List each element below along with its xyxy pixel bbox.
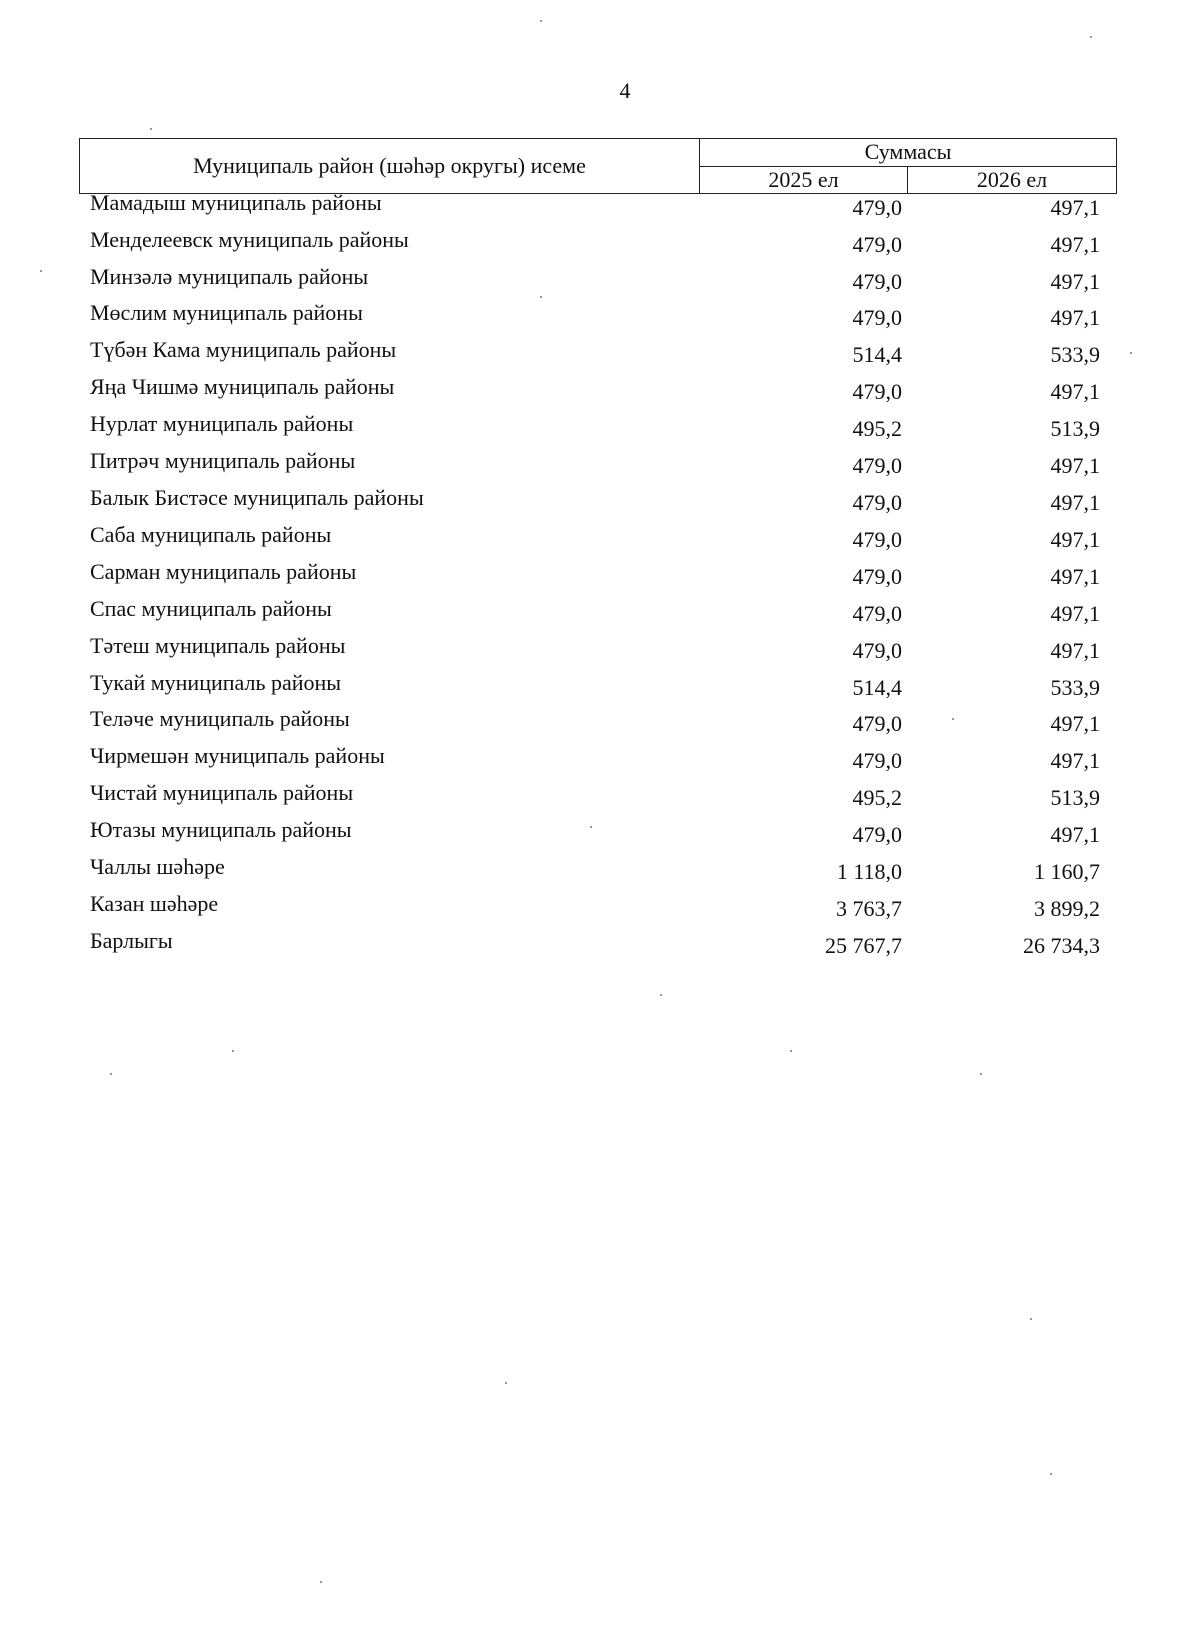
row-value-2026: 497,1 [1050, 269, 1100, 294]
header-name-column: Муниципаль район (шәһәр округы) исеме [80, 139, 700, 194]
row-name: Тәтеш муниципаль районы [90, 633, 346, 658]
row-value-2025: 479,0 [852, 195, 902, 220]
row-name: Түбән Кама муниципаль районы [90, 337, 397, 362]
row-value-2026: 3 899,2 [1034, 896, 1100, 921]
row-value-2025: 479,0 [852, 822, 902, 847]
row-value-2025: 479,0 [852, 453, 902, 478]
table-row [0, 672, 1200, 708]
row-name: Нурлат муниципаль районы [90, 411, 354, 436]
scan-speck [505, 1382, 507, 1384]
table-row [0, 561, 1200, 597]
scan-speck [952, 718, 954, 720]
header-year-2026: 2026 ел [908, 166, 1117, 194]
row-name: Чирмешән муниципаль районы [90, 743, 385, 768]
scan-speck [790, 1050, 792, 1052]
row-value-2025: 3 763,7 [836, 896, 902, 921]
row-value-2026: 497,1 [1050, 490, 1100, 515]
row-name: Спас муниципаль районы [90, 596, 332, 621]
row-value-2025: 479,0 [852, 490, 902, 515]
table-row [0, 339, 1200, 375]
table-header [79, 138, 1117, 194]
row-value-2026: 497,1 [1050, 748, 1100, 773]
row-value-2025: 1 118,0 [836, 859, 902, 884]
scan-speck [150, 128, 152, 130]
row-value-2026: 497,1 [1050, 305, 1100, 330]
row-value-2026: 533,9 [1050, 342, 1100, 367]
scan-speck [40, 270, 42, 272]
page-number: 4 [619, 78, 631, 103]
table-row [0, 266, 1200, 302]
row-value-2026: 497,1 [1050, 527, 1100, 552]
table-row [0, 708, 1200, 744]
row-value-2025: 479,0 [852, 638, 902, 663]
row-value-2026: 513,9 [1050, 785, 1100, 810]
row-name: Чаллы шәһәре [90, 854, 225, 879]
row-value-2025: 495,2 [852, 416, 902, 441]
row-value-2026: 497,1 [1050, 195, 1100, 220]
scan-speck [110, 1073, 112, 1075]
table-row [0, 745, 1200, 781]
scan-speck [320, 1581, 322, 1583]
row-name: Ютазы муниципаль районы [90, 817, 352, 842]
scan-speck [1130, 352, 1132, 354]
row-value-2025: 479,0 [852, 527, 902, 552]
row-value-2025: 479,0 [852, 564, 902, 589]
row-value-2026: 1 160,7 [1034, 859, 1100, 884]
row-value-2025: 479,0 [852, 711, 902, 736]
row-name: Сарман муниципаль районы [90, 559, 357, 584]
row-value-2026: 497,1 [1050, 711, 1100, 736]
row-name: Мамадыш муниципаль районы [90, 190, 382, 215]
row-name: Казан шәһәре [90, 891, 219, 916]
table-row [0, 413, 1200, 449]
header-amount-group: Суммасы [700, 139, 1117, 167]
row-value-2026: 497,1 [1050, 453, 1100, 478]
table-row [0, 893, 1200, 929]
row-value-2026: 497,1 [1050, 601, 1100, 626]
scan-speck [232, 1050, 234, 1052]
row-value-2026: 497,1 [1050, 638, 1100, 663]
scan-speck [540, 296, 542, 298]
scan-speck [1090, 36, 1092, 38]
row-name: Саба муниципаль районы [90, 522, 332, 547]
row-name: Барлыгы [90, 928, 173, 953]
table-row [0, 450, 1200, 486]
row-value-2025: 25 767,7 [825, 933, 902, 958]
row-name: Менделеевск муниципаль районы [90, 227, 409, 252]
scan-speck [980, 1073, 982, 1075]
row-value-2026: 26 734,3 [1023, 933, 1100, 958]
scan-speck [1030, 1318, 1032, 1320]
row-value-2025: 479,0 [852, 601, 902, 626]
row-value-2025: 479,0 [852, 269, 902, 294]
row-name: Чистай муниципаль районы [90, 780, 354, 805]
table-row [0, 229, 1200, 265]
table-row [0, 524, 1200, 560]
row-value-2025: 514,4 [852, 675, 902, 700]
row-name: Питрәч муниципаль районы [90, 448, 356, 473]
table-row [0, 635, 1200, 671]
row-name: Балык Бистәсе муниципаль районы [90, 485, 424, 510]
row-value-2025: 479,0 [852, 379, 902, 404]
row-value-2026: 497,1 [1050, 379, 1100, 404]
row-value-2025: 514,4 [852, 342, 902, 367]
row-value-2025: 479,0 [852, 305, 902, 330]
row-name: Яңа Чишмә муниципаль районы [90, 374, 395, 399]
row-value-2025: 479,0 [852, 232, 902, 257]
table-row [0, 192, 1200, 228]
row-value-2026: 497,1 [1050, 822, 1100, 847]
scan-speck [660, 994, 662, 996]
scan-speck [540, 20, 542, 22]
row-value-2026: 497,1 [1050, 232, 1100, 257]
row-value-2025: 479,0 [852, 748, 902, 773]
table-row [0, 302, 1200, 338]
row-value-2025: 495,2 [852, 785, 902, 810]
row-name: Минзәлә муниципаль районы [90, 264, 369, 289]
row-value-2026: 497,1 [1050, 564, 1100, 589]
table-row-total [0, 930, 1200, 966]
table-row [0, 376, 1200, 412]
row-name: Теләче муниципаль районы [90, 706, 350, 731]
table-row [0, 819, 1200, 855]
row-value-2026: 513,9 [1050, 416, 1100, 441]
table-row [0, 856, 1200, 892]
table-row [0, 782, 1200, 818]
row-value-2026: 533,9 [1050, 675, 1100, 700]
table-row [0, 487, 1200, 523]
header-year-2025: 2025 ел [700, 166, 908, 194]
table-row [0, 598, 1200, 634]
row-name: Мөслим муниципаль районы [90, 300, 363, 325]
scan-speck [1050, 1473, 1052, 1475]
row-name: Тукай муниципаль районы [90, 670, 342, 695]
scan-speck [590, 826, 592, 828]
